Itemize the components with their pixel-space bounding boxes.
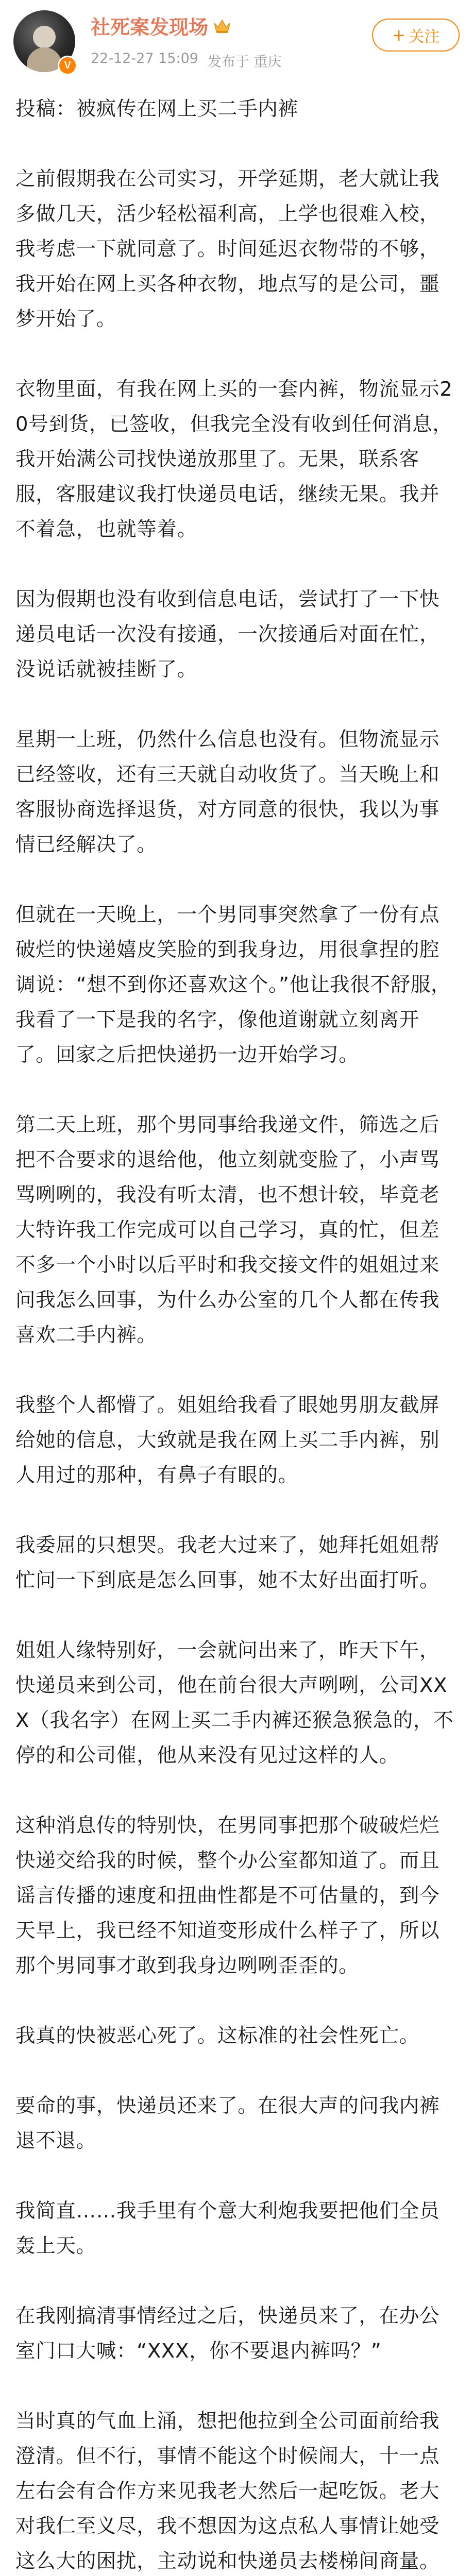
- vip-badge-icon: V: [58, 56, 77, 75]
- follow-button[interactable]: [372, 19, 460, 52]
- post-paragraph: 要命的事，快递员还来了。在很大声的问我内裤退不退。: [15, 2094, 440, 2153]
- post-paragraph: 星期一上班，仍然什么信息也没有。但物流显示已经签收，还有三天就自动收货了。当天晚上和客服协商选择退货，对方同意的很快，我以为事情已经解决了。: [15, 728, 440, 856]
- post-paragraph: 第二天上班，那个男同事给我递文件，筛选之后把不合要求的退给他，他立刻就变脸了，小声骂骂咧咧的，我没有听太清，也不想计较，毕竟老大特许我工作完成可以自己学习，真的忙，但差不多一个小时以后平时和我交接文件的姐姐过来问我怎么回事，为什么办公室的几个人都在传我喜欢二手内裤。: [15, 1113, 440, 1347]
- avatar-figure-head: [33, 26, 56, 48]
- post-paragraph: 当时真的气血上涌，想把他拉到全公司面前给我澄清。但不行，事情不能这个时候闹大，十一点左右会有合作方来见我老大然后一起吃饭。老大对我仁至义尽，我不想因为这点私人事情让她受这么大的困扰，主动说和快递员去楼梯间商量。: [15, 2410, 440, 2573]
- post-paragraph: 因为假期也没有收到信息电话，尝试打了一下快递员电话一次没有接通，一次接通后对面在忙，没说话就被挂断了。: [15, 588, 440, 681]
- post-paragraph: 姐姐人缘特别好，一会就问出来了，昨天下午，快递员来到公司，他在前台很大声咧咧，公司XXX（我名字）在网上买二手内裤还猴急猴急的，不停的和公司催，他从来没有见过这样的人。: [15, 1639, 454, 1767]
- post-paragraph: 我真的快被恶心死了。这标准的社会性死亡。: [15, 2024, 420, 2047]
- post-paragraph: 投稿：被疯传在网上买二手内裤: [15, 97, 298, 121]
- post-header: [0, 0, 473, 88]
- post-paragraph: 在我刚搞清事情经过之后，快递员来了，在办公室门口大喊：“XXX，你不要退内裤吗？”: [15, 2304, 440, 2363]
- post-paragraph: 我简直……我手里有个意大利炮我要把他们全员轰上天。: [15, 2199, 440, 2258]
- post-paragraph: 这种消息传的特别快，在男同事把那个破破烂烂快递交给我的时候，整个办公室都知道了。而且谣言传播的速度和扭曲性都是不可估量的，到今天早上，我已经不知道变形成什么样子了，所以那个男同事才敢到我身边咧咧歪歪的。: [15, 1814, 440, 1977]
- plus-icon: +: [392, 25, 406, 45]
- post-paragraph: 衣物里面，有我在网上买的一套内裤，物流显示20号到货，已签收，但我完全没有收到任何消息，我开始满公司找快递放那里了。无果，联系客服，客服建议我打快递员电话，继续无果。我并不着急，也就等着。: [15, 378, 453, 541]
- post-source: 发布于 重庆: [207, 54, 282, 70]
- post-paragraph: 但就在一天晚上，一个男同事突然拿了一份有点破烂的快递嬉皮笑脸的到我身边，用很拿捏的腔调说：“想不到你还喜欢这个。”他让我很不舒服，我看了一下是我的名字，像他道谢就立刻离开了。回家之后把快递扔一边开始学习。: [15, 903, 451, 1066]
- post-paragraph: 我委屈的只想哭。我老大过来了，她拜托姐姐帮忙问一下到底是怎么回事，她不太好出面打听。: [15, 1534, 440, 1592]
- username-row: [91, 11, 231, 40]
- crown-icon: [213, 18, 231, 33]
- follow-button-label: 关注: [409, 28, 440, 46]
- post-meta: [91, 50, 282, 71]
- post-timestamp: 22-12-27 15:09: [91, 50, 198, 66]
- post-body: [0, 88, 473, 2576]
- post-paragraph: 之前假期我在公司实习，开学延期，老大就让我多做几天，活少轻松福利高，上学也很难入校，我考虑一下就同意了。时间延迟衣物带的不够，我开始在网上买各种衣物，地点写的是公司，噩梦开始了。: [15, 167, 440, 331]
- post-paragraph: 我整个人都懵了。姐姐给我看了眼她男朋友截屏给她的信息，大致就是我在网上买二手内裤，别人用过的那种，有鼻子有眼的。: [15, 1394, 440, 1487]
- username[interactable]: 社死案发现场: [91, 17, 209, 39]
- avatar-figure-body: [27, 47, 62, 72]
